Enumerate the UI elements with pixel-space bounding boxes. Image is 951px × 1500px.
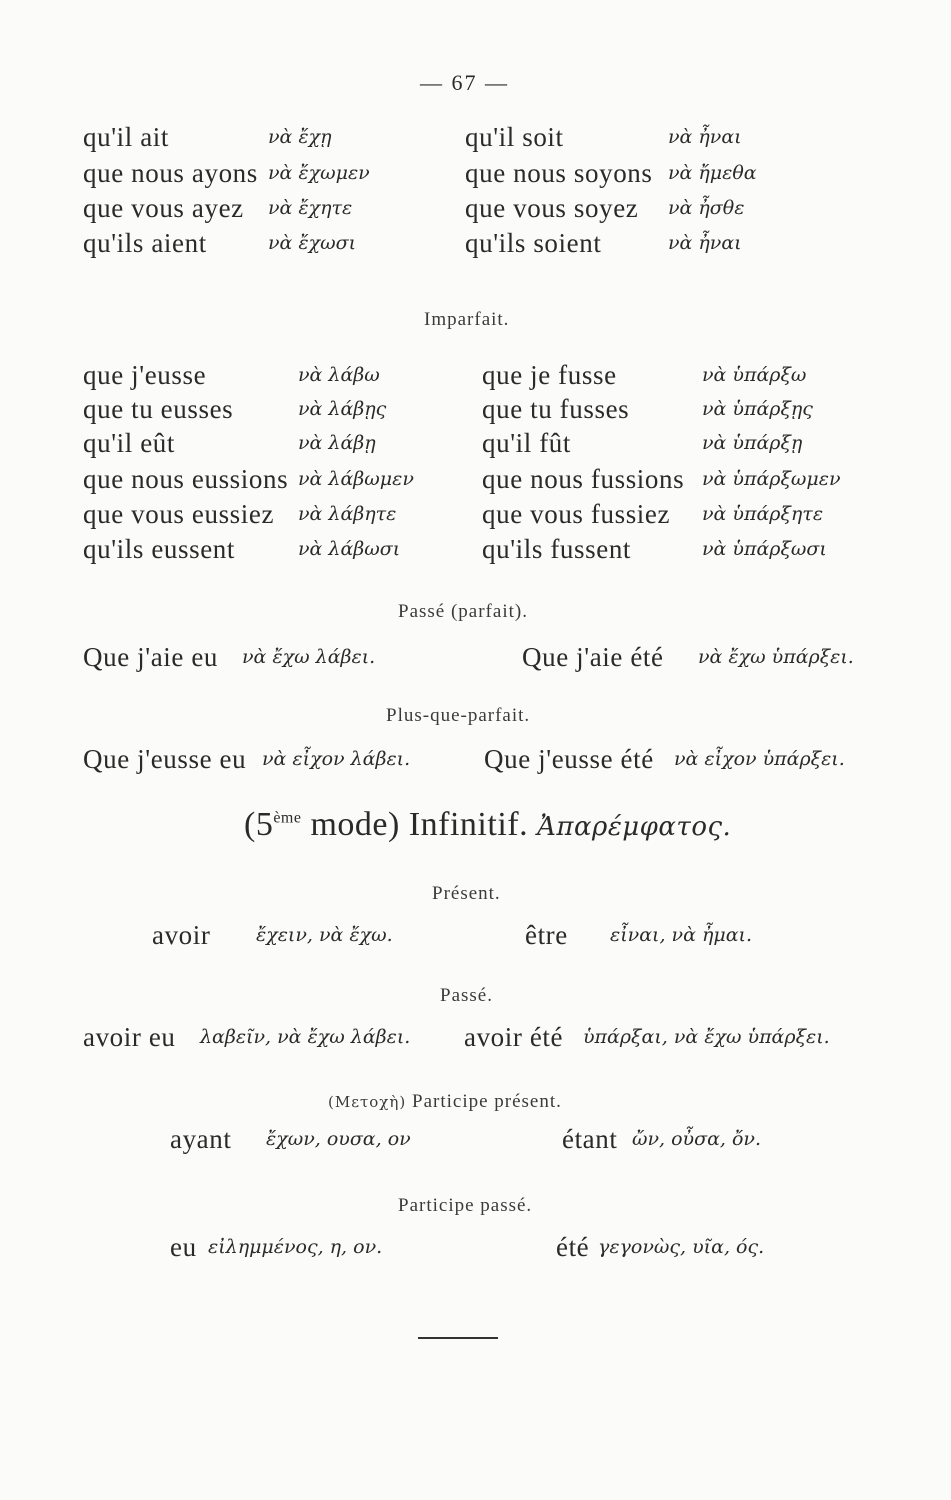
section-heading: Passé. [440, 985, 493, 1006]
conjugation-gr: λαβεῖν, νὰ ἔχω λάβει. [200, 1026, 411, 1048]
conjugation-fr: Que j'eusse eu [83, 744, 247, 774]
conjugation-fr: Que j'eusse été [484, 744, 654, 774]
conjugation-gr: ὤν, οὖσα, ὄν. [632, 1128, 762, 1150]
conjugation-fr: que vous eussiez [83, 499, 275, 529]
conjugation-fr: étant [562, 1124, 618, 1154]
conjugation-fr: qu'il eût [83, 428, 176, 458]
mode-title-sup: ème [273, 809, 302, 827]
conjugation-fr: eu [170, 1232, 197, 1262]
conjugation-gr: νὰ ἔχωμεν [268, 162, 370, 184]
conjugation-gr: νὰ εἶχον λάβει. [262, 748, 411, 770]
conjugation-fr: que nous eussions [83, 464, 289, 494]
mode-title-rest: mode) Infinitif. [301, 806, 529, 843]
conjugation-fr: que tu eusses [83, 394, 234, 424]
conjugation-gr: νὰ λάβωμεν [298, 468, 414, 490]
conjugation-gr: νὰ ἔχωσι [268, 232, 357, 254]
page-number: — 67 — [420, 70, 509, 95]
section-heading [328, 1092, 562, 1111]
conjugation-gr: εἶναι, νὰ ἦμαι. [610, 924, 753, 946]
conjugation-fr: qu'il soit [465, 122, 564, 152]
conjugation-fr: qu'ils soient [465, 228, 602, 258]
section-divider [418, 1337, 498, 1339]
section-heading: Passé (parfait). [398, 601, 528, 622]
section-heading: Imparfait. [424, 309, 510, 330]
conjugation-fr: qu'il fût [482, 428, 572, 458]
conjugation-fr: avoir été [464, 1022, 564, 1052]
conjugation-gr: νὰ λάβῃ [298, 432, 376, 454]
conjugation-fr: avoir eu [83, 1022, 176, 1052]
conjugation-gr: νὰ ὑπάρξωμεν [702, 468, 841, 490]
section-heading: Présent. [432, 883, 501, 904]
conjugation-gr: νὰ ἦσθε [668, 197, 745, 219]
conjugation-fr: qu'ils eussent [83, 534, 236, 564]
conjugation-fr: que vous soyez [465, 193, 639, 223]
conjugation-fr: que je fusse [482, 360, 617, 390]
conjugation-fr: que j'eusse [83, 360, 207, 390]
conjugation-gr: νὰ ὑπάρξῃς [702, 398, 813, 420]
conjugation-gr: νὰ ἤμεθα [668, 162, 757, 184]
mode-title-greek: Ἀπαρέμφατος. [537, 812, 732, 842]
conjugation-fr: ayant [170, 1124, 232, 1154]
section-heading: Plus-que-parfait. [386, 705, 531, 726]
conjugation-fr: Que j'aie eu [83, 642, 219, 672]
conjugation-fr: que vous ayez [83, 193, 244, 223]
mode-title [244, 808, 731, 842]
conjugation-gr: ἔχων, ουσα, ον [266, 1128, 411, 1150]
conjugation-fr: été [556, 1232, 590, 1262]
conjugation-fr: qu'ils aient [83, 228, 207, 258]
mode-title-open: (5 [244, 806, 274, 843]
conjugation-fr: Que j'aie été [522, 642, 664, 672]
section-heading-text: Participe présent. [412, 1091, 562, 1112]
conjugation-gr: νὰ λάβω [298, 364, 380, 386]
section-heading: Participe passé. [398, 1195, 533, 1216]
conjugation-gr: νὰ ἔχητε [268, 197, 353, 219]
conjugation-gr: νὰ λάβῃς [298, 398, 387, 420]
conjugation-gr: νὰ λάβητε [298, 503, 397, 525]
conjugation-gr: νὰ ὑπάρξητε [702, 503, 824, 525]
conjugation-fr: avoir [152, 920, 211, 950]
conjugation-gr: νὰ ἔχῃ [268, 126, 332, 148]
conjugation-gr: νὰ ἔχω ὑπάρξει. [698, 646, 854, 668]
section-heading-greek: (Μετοχὴ) [328, 1093, 407, 1111]
conjugation-gr: ὑπάρξαι, νὰ ἔχω ὑπάρξει. [583, 1026, 830, 1048]
conjugation-gr: νὰ ἔχω λάβει. [242, 646, 376, 668]
conjugation-fr: que tu fusses [482, 394, 630, 424]
conjugation-gr: νὰ εἶχον ὑπάρξει. [674, 748, 845, 770]
conjugation-fr: qu'il ait [83, 122, 170, 152]
conjugation-fr: que nous ayons [83, 158, 258, 188]
conjugation-fr: que nous fussions [482, 464, 685, 494]
conjugation-gr: νὰ ἦναι [668, 232, 742, 254]
conjugation-gr: νὰ λάβωσι [298, 538, 401, 560]
conjugation-gr: εἰλημμένος, η, ον. [208, 1236, 383, 1258]
conjugation-gr: νὰ ἦναι [668, 126, 742, 148]
conjugation-fr: que vous fussiez [482, 499, 671, 529]
conjugation-fr: que nous soyons [465, 158, 653, 188]
conjugation-gr: νὰ ὑπάρξω [702, 364, 807, 386]
conjugation-fr: être [525, 920, 568, 950]
conjugation-gr: νὰ ὑπάρξωσι [702, 538, 827, 560]
conjugation-gr: γεγονὼς, υῖα, ός. [598, 1236, 765, 1258]
conjugation-fr: qu'ils fussent [482, 534, 632, 564]
conjugation-gr: νὰ ὑπάρξῃ [702, 432, 803, 454]
conjugation-gr: ἔχειν, νὰ ἔχω. [256, 924, 393, 946]
